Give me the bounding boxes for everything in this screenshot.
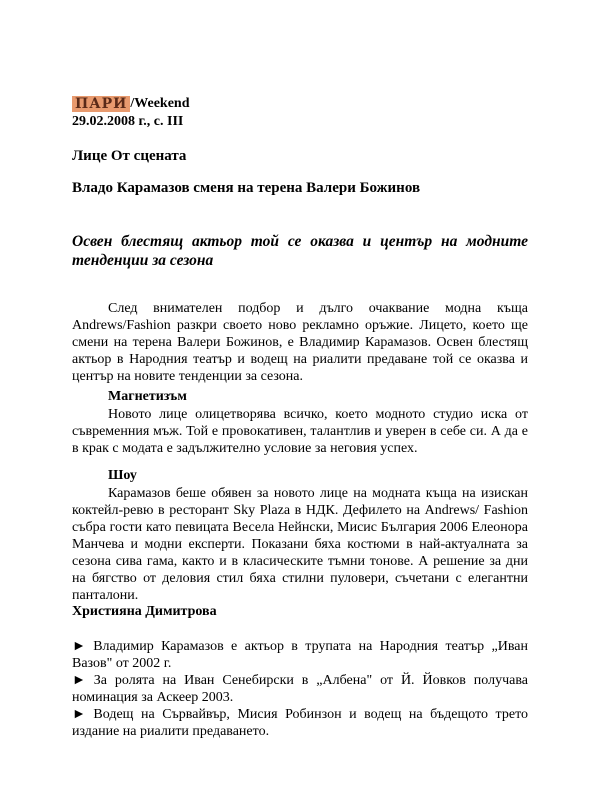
lead-paragraph: Освен блестящ актьор той се оказва и център на модните тенденции за сезона: [72, 233, 528, 269]
section-label: Лице От сцената: [72, 148, 187, 164]
show-paragraph: [72, 485, 528, 604]
pari-logo: ПАРИ: [72, 96, 130, 112]
publication-name: /Weekend: [130, 96, 190, 111]
magnetism-paragraph: [72, 406, 528, 457]
masthead: [72, 96, 190, 112]
fact-item: ► За ролята на Иван Сенебирски в „Албена" от Й. Йовков получава номинация за Аскеер 2003.: [72, 673, 528, 705]
facts-list: [72, 638, 528, 740]
intro-paragraph: [72, 300, 528, 385]
fact-item: ► Владимир Карамазов е актьор в трупата на Народния театър „Иван Вазов" от 2002 г.: [72, 639, 528, 671]
subheading-show: Шоу: [108, 468, 137, 483]
subheading-magnetism: Магнетизъм: [108, 389, 187, 404]
magnetism-text: Новото лице олицетворява всичко, което модното студио иска от съвременния мъж. Той е провокативен, талантлив и уверен в себе си. А да е в крак с модата е задължително условие за неговия успех.: [72, 407, 528, 456]
show-text: Карамазов беше обявен за новото лице на модната къща на изискан коктейл-ревю в ресторант Sky Plaza в НДК. Дефилето на Andrews/ Fashion събра гости като певицата Весела Нейнски, Мисис България 2006 Елеонора Манчева и модни експерти. Показани бяха костюми в най-актуалната за сезона сива гама, както и в класическите тъмни тонове. А решение за дни на бягство от деловия стил бяха стилни пуловери, съчетани с елегантни панталони.: [72, 486, 528, 603]
author-name: Християна Димитрова: [72, 604, 217, 619]
date-line: 29.02.2008 г., с. III: [72, 114, 184, 129]
intro-text: След внимателен подбор и дълго очаквание модна къща Andrews/Fashion разкри своето ново рекламно оръжие. Лицето, което ще смени на терена Валери Божинов, е Владимир Карамазов. Освен блестящ актьор в Народния театър и водещ на риалити предаване той се оказва и център на новите тенденции за сезона.: [72, 301, 528, 384]
fact-item: ► Водещ на Сървайвър, Мисия Робинзон и водещ на бъдещото трето издание на риалити предаването.: [72, 707, 528, 739]
headline: Владо Карамазов сменя на терена Валери Божинов: [72, 180, 421, 196]
